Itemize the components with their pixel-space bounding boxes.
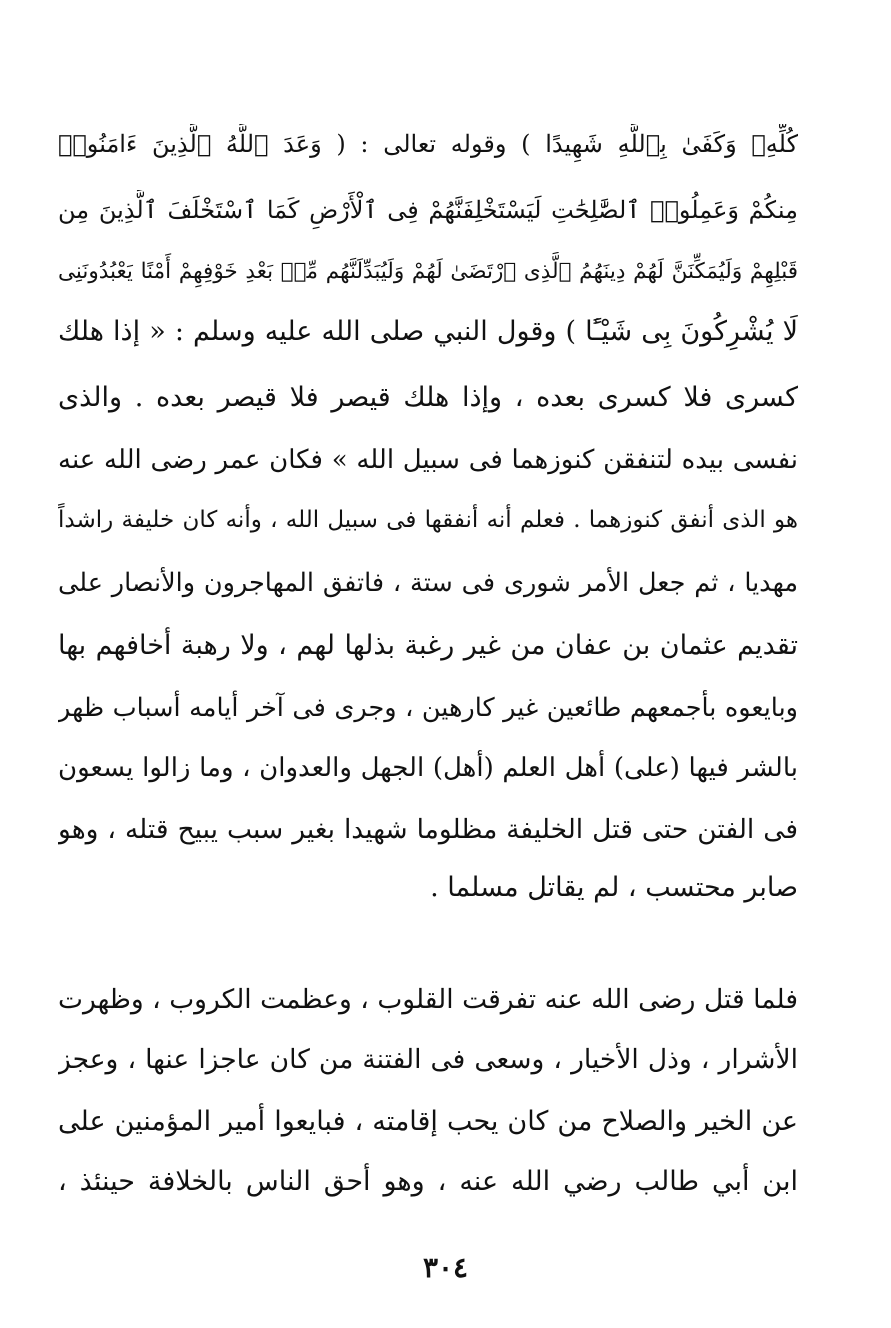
text-line: بالشر فيها (على) أهل العلم (أهل) الجهل والعدوان ، وما زالوا يسعون xyxy=(58,753,798,783)
text-line: تقديم عثمان بن عفان من غير رغبة بذلها لهم ، ولا رهبة أخافهم بها xyxy=(58,630,798,661)
text-line: ابن أبي طالب رضي الله عنه ، وهو أحق الناس بالخلافة حينئذ ، xyxy=(58,1166,798,1197)
text-line: الأشرار ، وذل الأخيار ، وسعى فى الفتنة من كان عاجزا عنها ، وعجز xyxy=(58,1044,798,1075)
text-line: مِنكُمْ وَعَمِلُوا۟ ٱلصَّٰلِحَٰتِ لَيَسْتَخْلِفَنَّهُمْ فِى ٱلْأَرْضِ كَمَا ٱسْتَخْلَفَ ٱلَّذِينَ مِن xyxy=(58,196,798,224)
text-line: لَا يُشْرِكُونَ بِى شَيْـًٔا ) وقول النبي صلى الله عليه وسلم : « إذا هلك xyxy=(58,316,798,347)
text-line: عن الخير والصلاح من كان يحب إقامته ، فبايعوا أمير المؤمنين على xyxy=(58,1106,798,1137)
text-line: نفسى بيده لتنفقن كنوزهما فى سبيل الله » فكان عمر رضى الله عنه xyxy=(58,445,798,475)
text-line: وبايعوه بأجمعهم طائعين غير كارهين ، وجرى فى آخر أيامه أسباب ظهر xyxy=(58,693,798,723)
text-line: فلما قتل رضى الله عنه تفرقت القلوب ، وعظمت الكروب ، وظهرت xyxy=(58,984,798,1015)
text-line: هو الذى أنفق كنوزهما . فعلم أنه أنفقها فى سبيل الله ، وأنه كان خليفة راشداً xyxy=(58,507,798,533)
text-line: قَبْلِهِمْ وَلَيُمَكِّنَنَّ لَهُمْ دِينَهُمُ ٱلَّذِى ٱرْتَضَىٰ لَهُمْ وَلَيُبَدِّلَنَّهُم مِّنۢ بَعْدِ خَوْفِهِمْ أَمْنًا يَعْبُدُونَنِى xyxy=(58,259,798,284)
text-line: فى الفتن حتى قتل الخليفة مظلوما شهيدا بغير سبب يبيح قتله ، وهو xyxy=(58,814,798,845)
text-line: مهديا ، ثم جعل الأمر شورى فى ستة ، فاتفق المهاجرون والأنصار على xyxy=(58,568,798,598)
text-line: كُلِّهِۦ وَكَفَىٰ بِٱللَّهِ شَهِيدًا ) وقوله تعالى : ( وَعَدَ ٱللَّهُ ٱلَّذِينَ ءَامَنُوا۟ xyxy=(58,130,798,158)
page-number: ٣٠٤ xyxy=(422,1251,469,1284)
text-line: صابر محتسب ، لم يقاتل مسلما . xyxy=(430,872,798,903)
text-line: كسرى فلا كسرى بعده ، وإذا هلك قيصر فلا قيصر بعده . والذى xyxy=(58,382,798,413)
